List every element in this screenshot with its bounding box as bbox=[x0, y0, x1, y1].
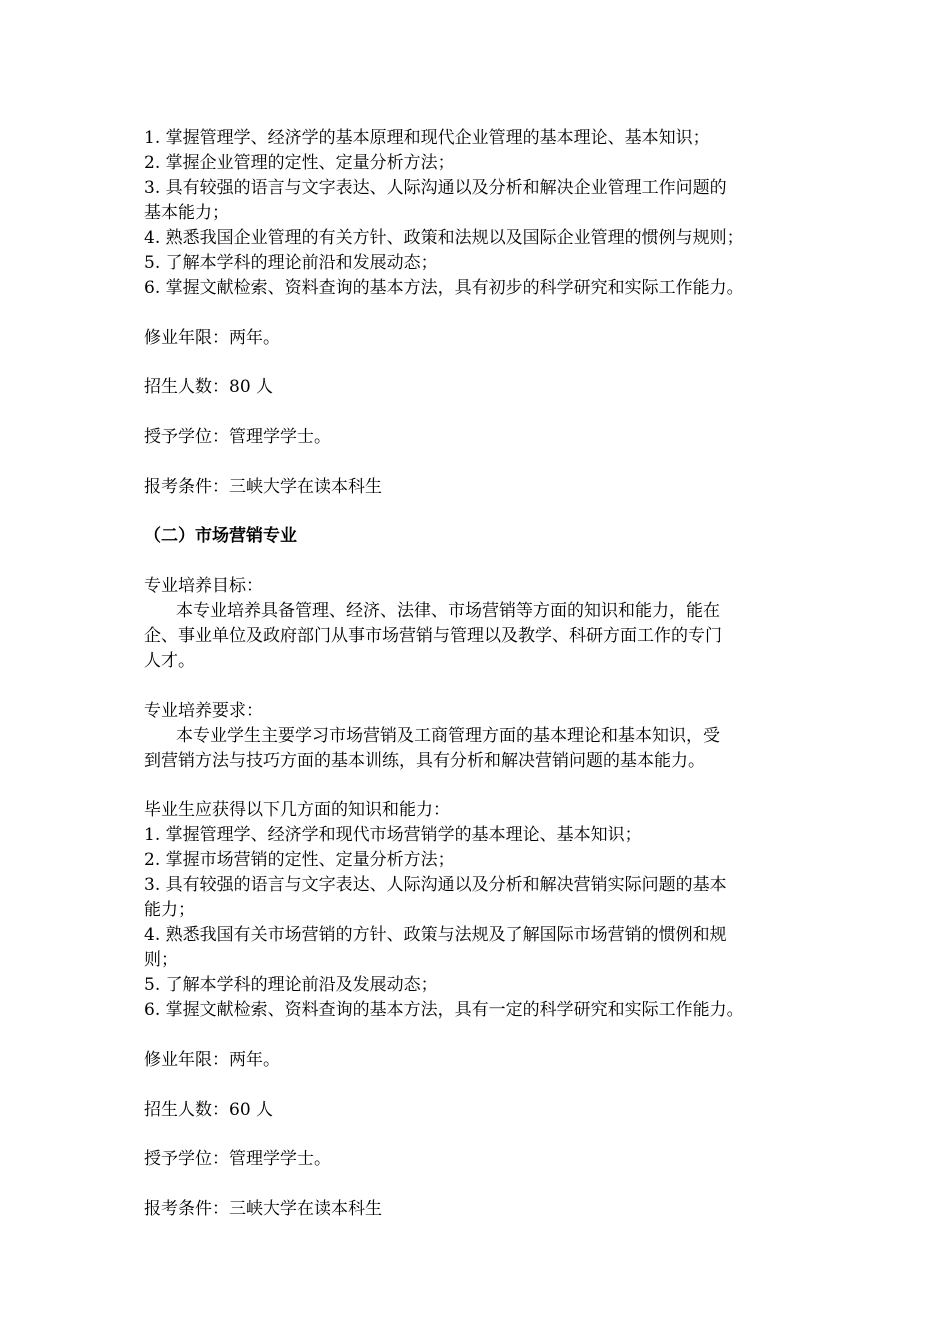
requirement-paragraph-line: 本专业学生主要学习市场营销及工商管理方面的基本理论和基本知识，受 bbox=[176, 726, 720, 746]
condition-line: 报考条件：三峡大学在读本科生 bbox=[144, 477, 382, 497]
list-item: 6. 掌握文献检索、资料查询的基本方法，具有初步的科学研究和实际工作能力。 bbox=[144, 278, 744, 298]
goal-paragraph-line: 本专业培养具备管理、经济、法律、市场营销等方面的知识和能力，能在 bbox=[176, 601, 720, 621]
degree-line: 授予学位：管理学学士。 bbox=[144, 1149, 331, 1169]
list-item: 6. 掌握文献检索、资料查询的基本方法，具有一定的科学研究和实际工作能力。 bbox=[144, 1000, 744, 1020]
list-item: 1. 掌握管理学、经济学的基本原理和现代企业管理的基本理论、基本知识； bbox=[144, 128, 710, 148]
list-item: 4. 熟悉我国有关市场营销的方针、政策与法规及了解国际市场营销的惯例和规 bbox=[144, 925, 727, 945]
list-item: 5. 了解本学科的理论前沿和发展动态； bbox=[144, 253, 438, 273]
section-heading: （二）市场营销专业 bbox=[144, 526, 297, 546]
list-item: 2. 掌握市场营销的定性、定量分析方法； bbox=[144, 850, 455, 870]
duration-line: 修业年限：两年。 bbox=[144, 1050, 280, 1070]
list-item: 5. 了解本学科的理论前沿及发展动态； bbox=[144, 975, 438, 995]
duration-line: 修业年限：两年。 bbox=[144, 328, 280, 348]
degree-line: 授予学位：管理学学士。 bbox=[144, 427, 331, 447]
list-item-continuation: 能力； bbox=[144, 900, 195, 920]
list-item-continuation: 基本能力； bbox=[144, 203, 229, 223]
enrollment-line: 招生人数：80 人 bbox=[144, 377, 274, 397]
list-item: 3. 具有较强的语言与文字表达、人际沟通以及分析和解决营销实际问题的基本 bbox=[144, 875, 727, 895]
list-item: 3. 具有较强的语言与文字表达、人际沟通以及分析和解决企业管理工作问题的 bbox=[144, 178, 727, 198]
abilities-intro: 毕业生应获得以下几方面的知识和能力： bbox=[144, 800, 450, 820]
goal-paragraph-line: 人才。 bbox=[144, 651, 195, 671]
requirement-label: 专业培养要求： bbox=[144, 701, 263, 721]
list-item: 1. 掌握管理学、经济学和现代市场营销学的基本理论、基本知识； bbox=[144, 825, 642, 845]
requirement-paragraph-line: 到营销方法与技巧方面的基本训练，具有分析和解决营销问题的基本能力。 bbox=[144, 751, 705, 771]
list-item: 4. 熟悉我国企业管理的有关方针、政策和法规以及国际企业管理的惯例与规则； bbox=[144, 228, 744, 248]
enrollment-line: 招生人数：60 人 bbox=[144, 1100, 274, 1120]
list-item-continuation: 则； bbox=[144, 950, 178, 970]
goal-label: 专业培养目标： bbox=[144, 576, 263, 596]
goal-paragraph-line: 企、事业单位及政府部门从事市场营销与管理以及教学、科研方面工作的专门 bbox=[144, 626, 722, 646]
list-item: 2. 掌握企业管理的定性、定量分析方法； bbox=[144, 153, 455, 173]
condition-line: 报考条件：三峡大学在读本科生 bbox=[144, 1199, 382, 1219]
